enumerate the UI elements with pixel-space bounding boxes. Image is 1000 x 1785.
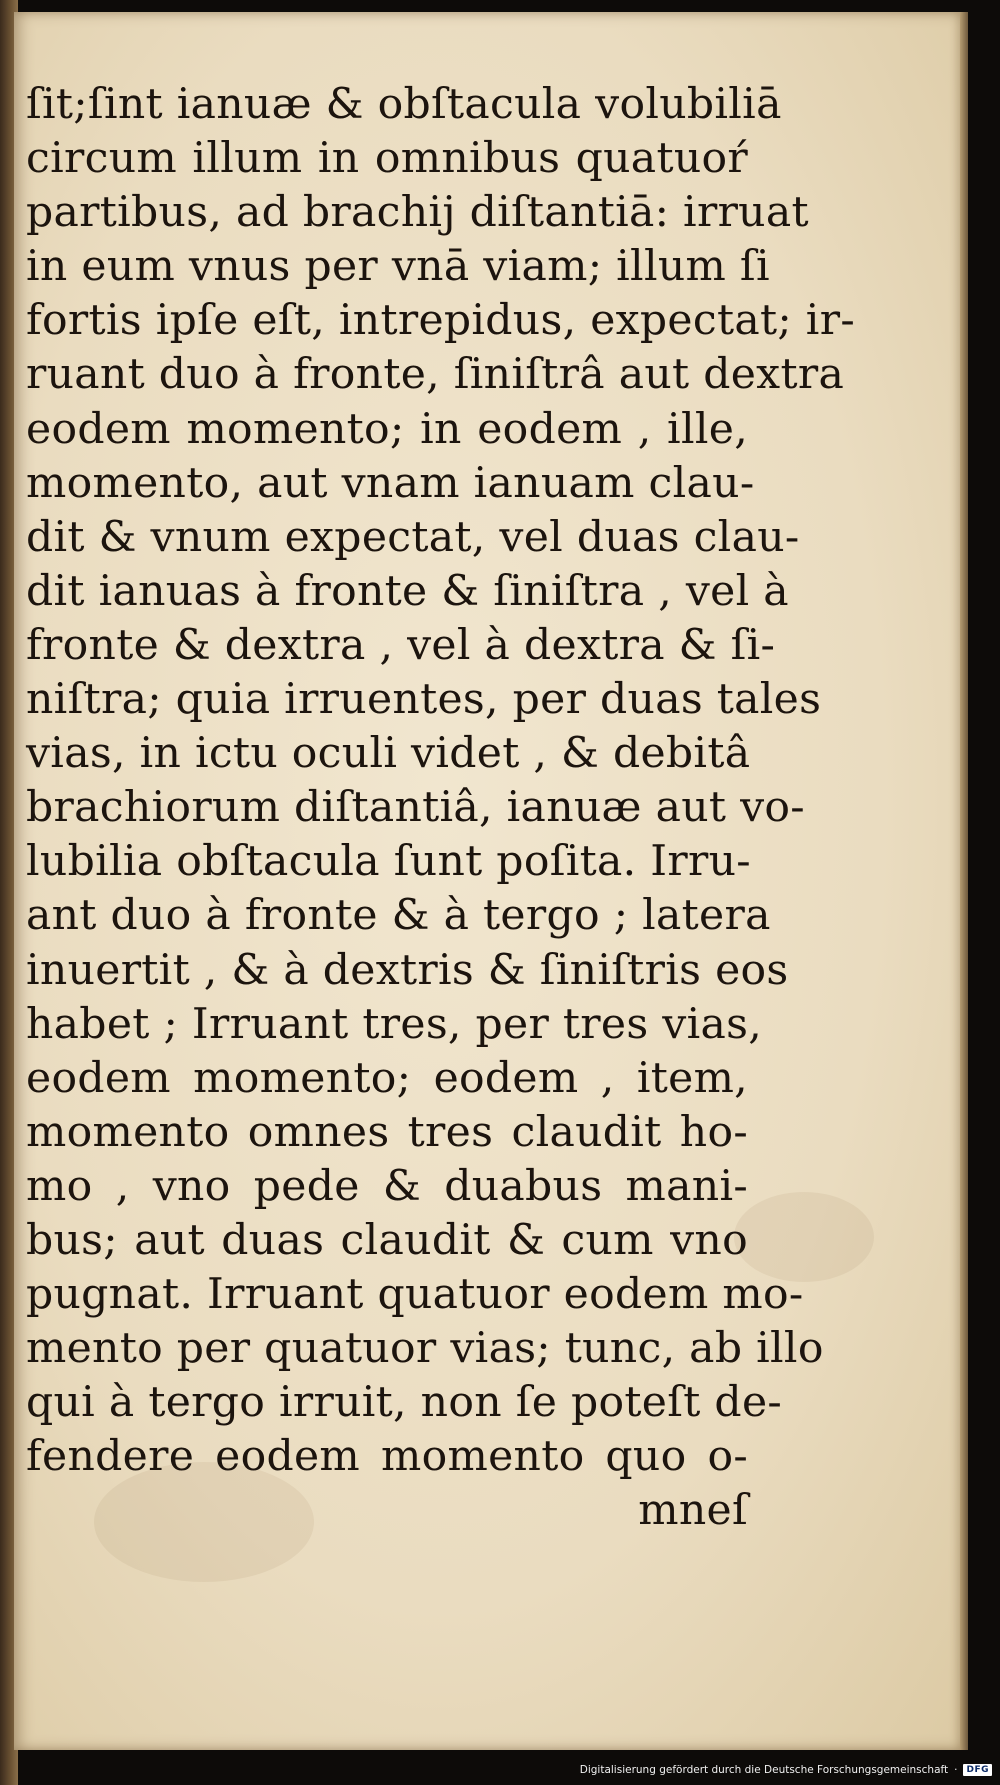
page-text [26,78,855,1539]
text-line: brachiorum diſtantiâ, ianuæ aut vo- [26,783,805,833]
text-line: eodem momento; eodem , item, [26,1053,748,1103]
text-line: mento per quatuor vias; tunc, ab illo [26,1324,824,1374]
text-line: qui à tergo irruit, non ſe poteſt de- [26,1378,783,1428]
text-line: momento omnes tres claudit ho- [26,1107,748,1157]
paper-stain [734,1192,874,1282]
text-line: niſtra; quia irruentes, per duas tales [26,675,822,725]
page-edge [960,12,968,1750]
text-line: pugnat. Irruant quatuor eodem mo- [26,1270,804,1320]
text-line: fortis ipſe eſt, intrepidus, expectat; ir- [26,296,855,346]
catchword: mneſ [638,1486,748,1536]
text-line: momento, aut vnam ianuam clau- [26,458,755,508]
text-line: inuertit , & à dextris & ſiniſtris eos [26,945,789,995]
text-line: ant duo à fronte & à tergo ; latera [26,891,771,941]
text-line: ſit;ſint ianuæ & obſtacula volubiliā [26,80,782,129]
text-line: lubilia obſtacula ſunt poſita. Irru- [26,837,751,887]
footer-separator: · [954,1764,958,1776]
text-line: habet ; Irruant tres, per tres vias, [26,999,763,1049]
funding-credit: Digitalisierung gefördert durch die Deutsche Forschungsgemeinschaft [579,1764,949,1776]
text-line: vias, in ictu oculi videt , & debitâ [26,729,751,779]
text-line: fronte & dextra , vel à dextra & ſi- [26,620,776,670]
text-line: mo , vno pede & duabus mani- [26,1161,748,1211]
text-line: circum illum in omnibus quatuoŕ [26,134,748,184]
text-line: dit ianuas à fronte & ſiniſtra , vel à [26,566,789,616]
text-line: partibus, ad brachij diſtantiā: irruat [26,188,809,238]
digitization-footer [580,1761,992,1779]
text-line: dit & vnum expectat, vel duas clau- [26,512,800,562]
text-line: ruant duo à fronte, ſiniſtrâ aut dextra [26,350,845,400]
text-line: eodem momento; in eodem , ille, [26,404,748,454]
text-line: bus; aut duas claudit & cum vno [26,1215,748,1265]
text-line: fendere eodem momento quo o- [26,1432,748,1482]
text-line: in eum vnus per vnā viam; illum ſi [26,242,770,292]
dfg-logo: DFG [963,1764,992,1776]
